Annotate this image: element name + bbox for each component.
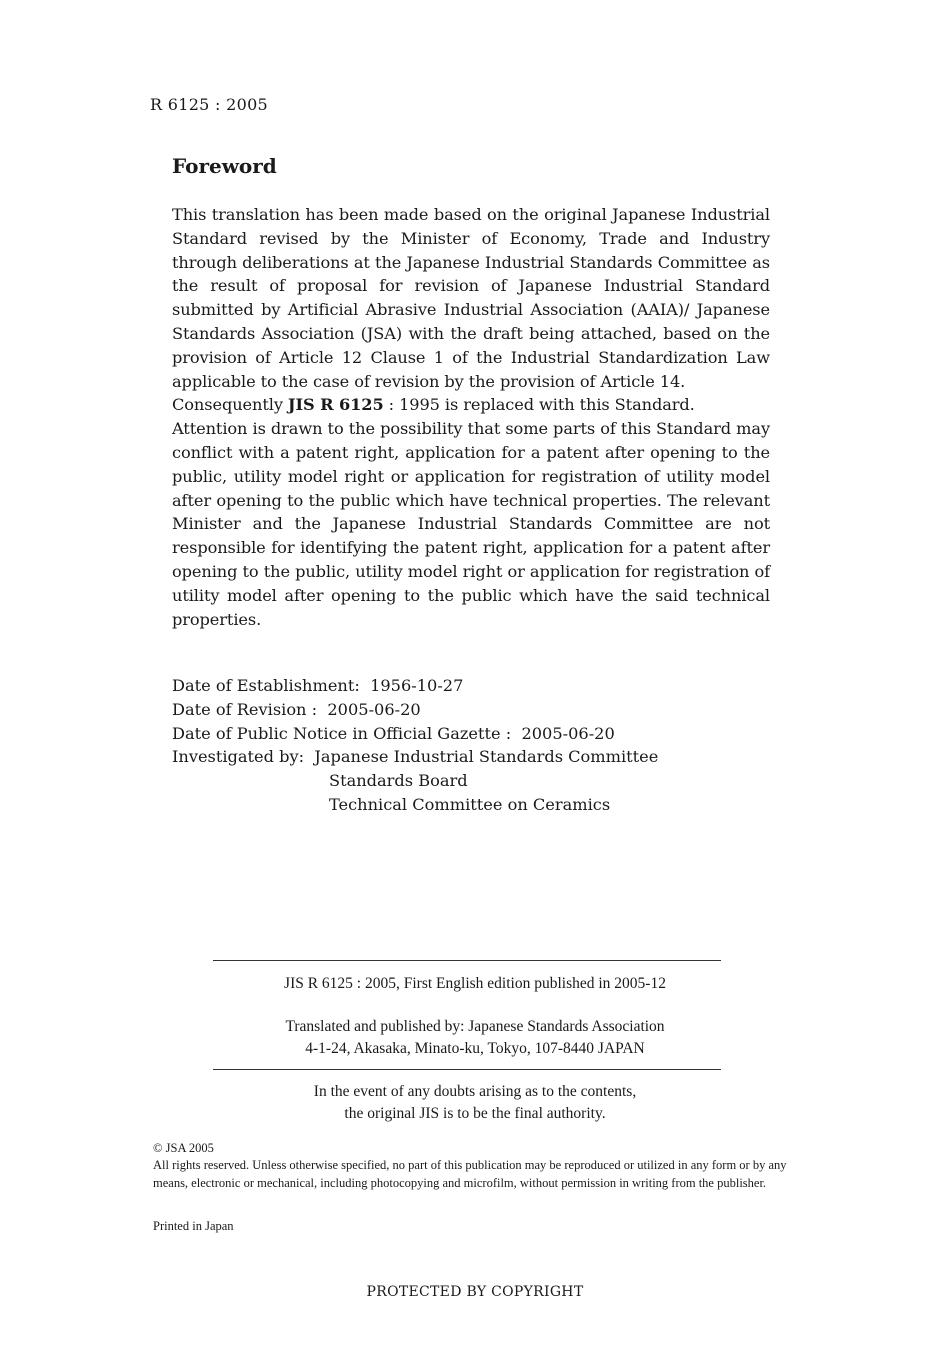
- paragraph-replacement: [172, 393, 770, 417]
- rights-notice: All rights reserved. Unless otherwise specified, no part of this publication may be reproduced or utilized in any form or by any means, electronic or mechanical, including photocopying and microfilm, without permission in writing from the publisher.: [153, 1158, 787, 1190]
- investigated-board: Standards Board: [329, 771, 468, 791]
- copyright-line: © JSA 2005: [153, 1141, 214, 1155]
- investigated-committee: Japanese Industrial Standards Committee: [314, 747, 659, 767]
- address-line: 4-1-24, Akasaka, Minato-ku, Tokyo, 107-8440 JAPAN: [305, 1040, 645, 1057]
- foreword-body: [172, 203, 770, 631]
- replacement-prefix: Consequently: [172, 395, 288, 415]
- authority-note-1: In the event of any doubts arising as to the contents,: [313, 1083, 637, 1100]
- divider-top: [213, 960, 721, 961]
- copyright-footer: PROTECTED BY COPYRIGHT: [366, 1284, 584, 1300]
- document-code: R 6125 : 2005: [150, 95, 269, 114]
- divider-bottom: [213, 1069, 721, 1070]
- investigated-by: [172, 745, 658, 769]
- investigated-technical-committee: Technical Committee on Ceramics: [329, 794, 611, 814]
- authority-note-2: the original JIS is to be the final authority.: [344, 1105, 606, 1122]
- page-title: Foreword: [172, 154, 277, 178]
- standard-reference: JIS R 6125: [287, 395, 384, 415]
- paragraph-patent-notice: Attention is drawn to the possibility that some parts of this Standard may conflict with a patent right, application for a patent after opening to the public, utility model right or application for registration of utility model after opening to the public which have technical properties. The relevant Minister and the Japanese Industrial Standards Committee are not responsible for identifying the patent right, application for a patent after opening to the public, utility model right or application for registration of utility model after opening to the public which have the said technical properties.: [172, 419, 770, 629]
- edition-line: JIS R 6125 : 2005, First English edition published in 2005-12: [284, 975, 666, 992]
- printed-in: Printed in Japan: [153, 1219, 234, 1233]
- replacement-suffix: : 1995 is replaced with this Standard.: [383, 395, 695, 415]
- date-public-notice: Date of Public Notice in Official Gazette : 2005-06-20: [172, 723, 615, 743]
- date-revision: Date of Revision : 2005-06-20: [172, 699, 421, 719]
- date-establishment: Date of Establishment: 1956-10-27: [172, 676, 464, 695]
- paragraph-translation-basis: This translation has been made based on the original Japanese Industrial Standard revised by the Minister of Economy, Trade and Industry through deliberations at the Japanese Industrial Standards Committee as the result of proposal for revision of Japanese Industrial Standard submitted by Artificial Abrasive Industrial Association (AAIA)/ Japanese Standards Association (JSA) with the draft being attached, based on the provision of Article 12 Clause 1 of the Industrial Standardization Law applicable to the case of revision by the provision of Article 14.: [172, 205, 770, 391]
- standard-dates: [172, 674, 658, 817]
- publisher-line: Translated and published by: Japanese Standards Association: [285, 1018, 665, 1035]
- investigated-label: Investigated by:: [172, 747, 315, 767]
